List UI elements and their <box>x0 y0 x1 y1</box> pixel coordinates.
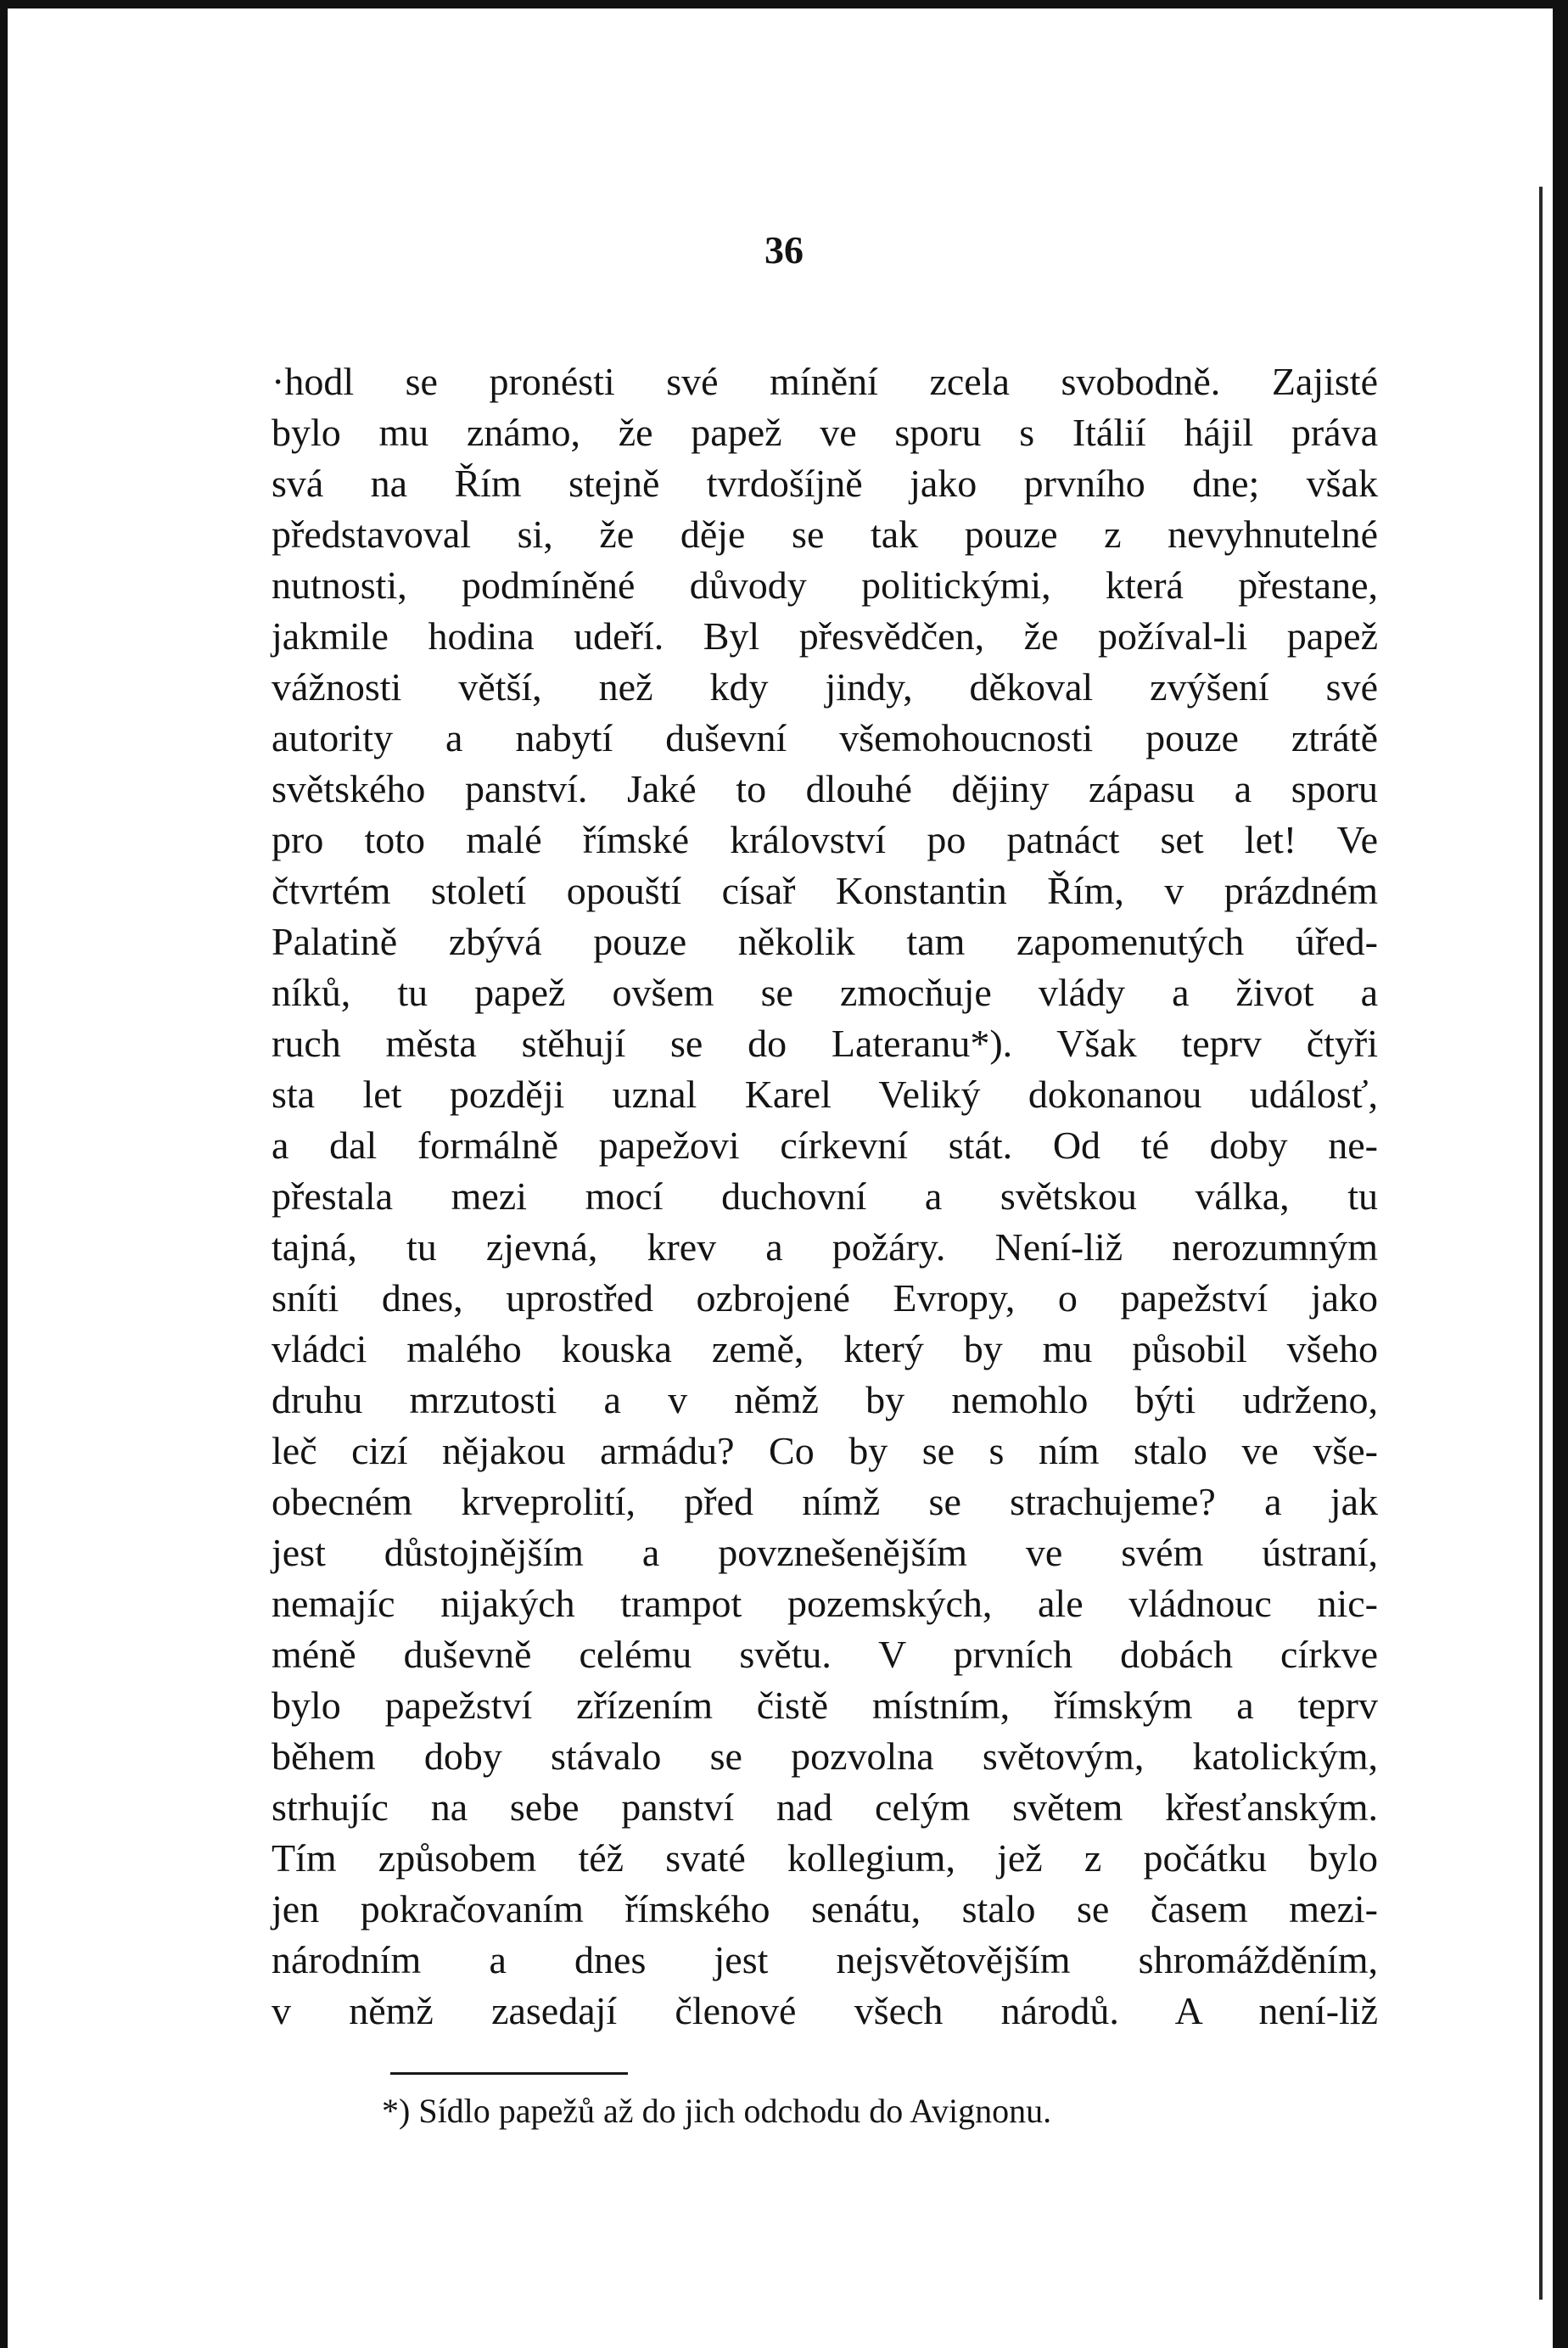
text-line: přestala mezi mocí duchovní a světskou válka, tu <box>272 1174 1378 1218</box>
text-line: pro toto malé římské království po patnáct set let! Ve <box>272 818 1378 861</box>
text-line: leč cizí nějakou armádu? Co by se s ním stalo ve vše- <box>272 1429 1378 1472</box>
text-line: ruch města stěhují se do Lateranu*). Však teprv čtyři <box>272 1022 1378 1065</box>
text-line: čtvrtém století opouští císař Konstantin Řím, v prázdném <box>272 869 1378 912</box>
text-line: jakmile hodina udeří. Byl přesvědčen, že požíval-li papež <box>272 614 1378 658</box>
text-line: Tím způsobem též svaté kollegium, jež z počátku bylo <box>272 1836 1378 1880</box>
text-line: sta let později uznal Karel Veliký dokonanou událosť, <box>272 1073 1378 1116</box>
text-line: tajná, tu zjevná, krev a požáry. Není-liž nerozumným <box>272 1225 1378 1269</box>
scan-border-top <box>0 0 1568 8</box>
text-line: méně duševně celému světu. V prvních dobách církve <box>272 1633 1378 1676</box>
text-line: světského panství. Jaké to dlouhé dějiny zápasu a sporu <box>272 767 1378 810</box>
text-line: Palatině zbývá pouze několik tam zapomenutých úřed- <box>272 920 1378 963</box>
text-line: sníti dnes, uprostřed ozbrojené Evropy, o papežství jako <box>272 1276 1378 1320</box>
text-line: vládci malého kouska země, který by mu působil všeho <box>272 1327 1378 1370</box>
text-line: ·hodl se pronésti své mínění zcela svobodně. Zajisté <box>272 360 1378 403</box>
text-line: jen pokračovaním římského senátu, stalo se časem mezi- <box>272 1887 1378 1931</box>
text-line: druhu mrzutosti a v němž by nemohlo býti udrženo, <box>272 1378 1378 1421</box>
text-line: nemajíc nijakých trampot pozemských, ale vládnouc nic- <box>272 1582 1378 1625</box>
footnote: *) Sídlo papežů až do jich odchodu do Avignonu. <box>382 2092 1052 2130</box>
text-line: jest důstojnějším a povznešenějším ve svém ústraní, <box>272 1531 1378 1574</box>
scan-edge-line <box>1539 187 1543 2300</box>
text-line: a dal formálně papežovi církevní stát. Od té doby ne- <box>272 1124 1378 1167</box>
text-line: bylo papežství zřízením čistě místním, římským a teprv <box>272 1684 1378 1727</box>
text-line: níků, tu papež ovšem se zmocňuje vlády a život a <box>272 971 1378 1014</box>
text-line: autority a nabytí duševní všemohoucnosti pouze ztrátě <box>272 716 1378 759</box>
text-line: obecném krveprolití, před nímž se strachujeme? a jak <box>272 1480 1378 1523</box>
text-line: vážnosti větší, než kdy jindy, děkoval zvýšení své <box>272 665 1378 709</box>
text-line: v němž zasedají členové všech národů. A není-liž <box>272 1989 1378 2032</box>
footnote-divider <box>390 2072 628 2075</box>
text-line: národním a dnes jest nejsvětovějším shromážděním, <box>272 1938 1378 1981</box>
text-line: strhujíc na sebe panství nad celým světem křesťanským. <box>272 1785 1378 1829</box>
scan-border-left <box>0 0 8 2348</box>
text-line: představoval si, že děje se tak pouze z nevyhnutelné <box>272 513 1378 556</box>
text-line: bylo mu známo, že papež ve sporu s Itálií hájil práva <box>272 411 1378 454</box>
text-line: svá na Řím stejně tvrdošíjně jako prvního dne; však <box>272 462 1378 505</box>
body-text <box>272 356 1378 2037</box>
scan-border-right <box>1553 0 1568 2348</box>
text-line: během doby stávalo se pozvolna světovým, katolickým, <box>272 1734 1378 1778</box>
text-line: nutnosti, podmíněné důvody politickými, která přestane, <box>272 563 1378 607</box>
page-number: 36 <box>764 228 804 272</box>
